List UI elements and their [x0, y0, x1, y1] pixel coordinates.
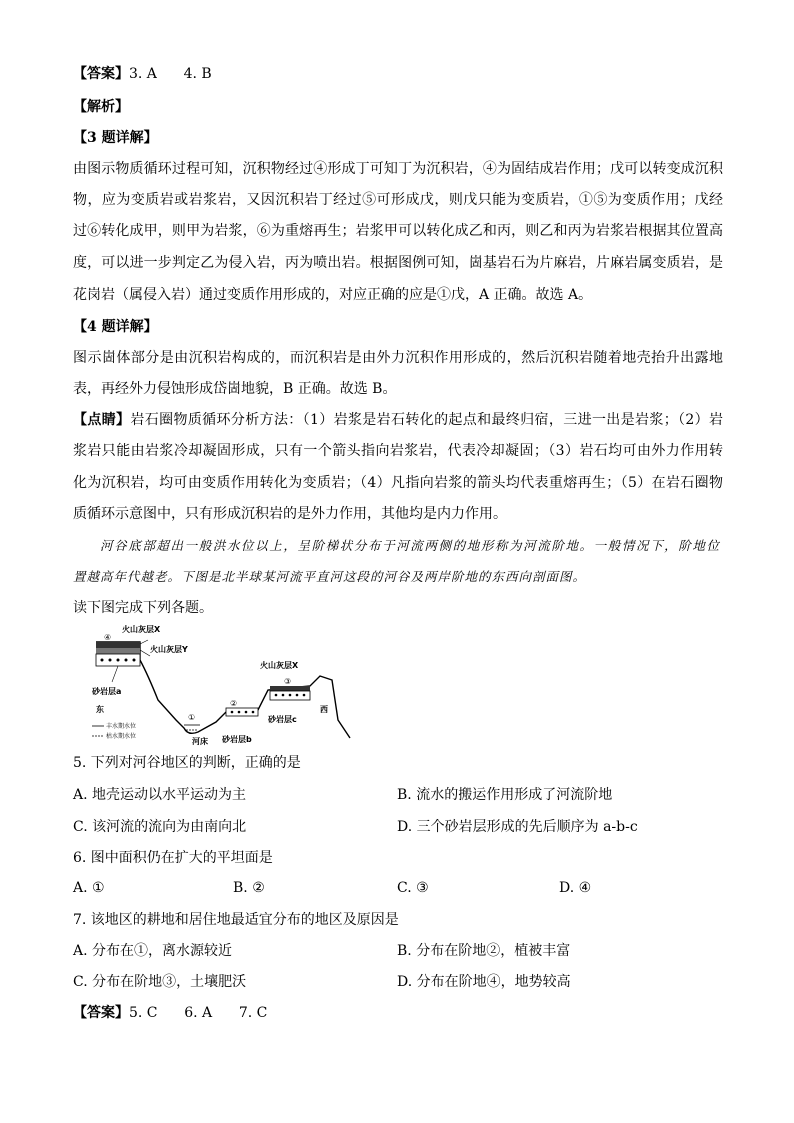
question-5-option-c: C. 该河流的流向为由南向北 [73, 819, 247, 835]
label-n2: ② [230, 699, 238, 708]
question-7-option-b: B. 分布在阶地②，植被丰富 [397, 943, 571, 959]
q3-detail-tag: 【3 题详解】 [73, 130, 158, 146]
label-legend-high: 丰水期水位 [106, 723, 137, 730]
label-sand-a: 砂岩层a [92, 687, 122, 696]
question-5-stem: 5. 下列对河谷地区的判断，正确的是 [73, 755, 301, 771]
answer-text: 5. C 6. A 7. C [129, 1005, 268, 1021]
tip-tag: 【点睛】 [73, 412, 131, 428]
question-6-option-d: D. ④ [559, 880, 592, 896]
label-n1: ① [188, 713, 196, 722]
answer-text: 3. A 4. B [129, 66, 212, 82]
q3-detail-line: 花岗岩（属侵入岩）通过变质作用形成的，对应正确的应是①戊，A 正确。故选 A。 [73, 287, 593, 303]
q3-detail-line: 物，应为变质岩或岩浆岩，又因沉积岩丁经过⑤可形成戊，则戊只能为变质岩，①⑤为变质作用；戊经 [73, 192, 723, 208]
question-5-option-a: A. 地壳运动以水平运动为主 [73, 787, 247, 803]
answer-line-5-7 [73, 1003, 267, 1023]
answer-line-3-4 [73, 64, 212, 84]
label-ash-x-right: 火山灰层X [260, 661, 299, 670]
answer-tag: 【答案】 [73, 1005, 129, 1021]
q4-detail-line: 图示崮体部分是由沉积岩构成的，而沉积岩是由外力沉积作用形成的，然后沉积岩随着地壳抬升出露地 [73, 350, 723, 366]
passage-line: 置越高年代越老。下图是北半球某河流平直河这段的河谷及两岸阶地的东西向剖面图。 [73, 569, 587, 584]
label-west: 西 [320, 705, 328, 714]
q4-detail-tag: 【4 题详解】 [73, 319, 158, 335]
label-east: 东 [96, 705, 104, 714]
question-5-option-b: B. 流水的搬运作用形成了河流阶地 [397, 787, 613, 803]
answer-tag: 【答案】 [73, 66, 129, 82]
river-terrace-profile [88, 620, 358, 750]
read-prompt: 读下图完成下列各题。 [73, 600, 213, 616]
ash-layer-y [96, 648, 140, 654]
question-5-option-d: D. 三个砂岩层形成的先后顺序为 a-b-c [397, 819, 638, 835]
q4-detail-line: 表，再经外力侵蚀形成岱崮地貌，B 正确。故选 B。 [73, 381, 397, 397]
ash-layer-x-left [96, 642, 140, 648]
question-6-option-c: C. ③ [397, 880, 429, 896]
passage-line: 河谷底部超出一般洪水位以上，呈阶梯状分布于河流两侧的地形称为河流阶地。一般情况下，阶地位 [100, 538, 720, 553]
question-7-option-c: C. 分布在阶地③，土壤肥沃 [73, 974, 247, 990]
label-n4: ④ [104, 633, 112, 642]
label-ash-y: 火山灰层Y [150, 645, 188, 654]
tip-line: 浆岩只能由岩浆冷却凝固形成，只有一个箭头指向岩浆岩，代表冷却凝固；（3）岩石均可由外力作用转 [73, 443, 723, 459]
question-6-option-b: B. ② [233, 880, 265, 896]
label-sand-c: 砂岩层c [268, 715, 297, 724]
ash-layer-x-right [270, 686, 310, 691]
q3-detail-line: 由图示物质循环过程可知，沉积物经过④形成丁可知丁为沉积岩，④为固结成岩作用；戊可以转变成沉积 [73, 161, 723, 177]
label-n3: ③ [284, 677, 292, 686]
q3-detail-line: 度，可以进一步判定乙为侵入岩，丙为喷出岩。根据图例可知，崮基岩石为片麻岩，片麻岩属变质岩，是 [73, 255, 723, 271]
label-legend-low: 枯水期水位 [106, 733, 137, 740]
q3-detail-line: 过⑥转化成甲，则甲为岩浆，⑥为重熔再生；岩浆甲可以转化成乙和丙，则乙和丙为岩浆岩根据其位置高 [73, 223, 723, 239]
label-ash-x-left: 火山灰层X [122, 625, 161, 634]
tip-line: 质循环示意图中，只有形成沉积岩的是外力作用，其他均是内力作用。 [73, 506, 507, 522]
question-7-option-d: D. 分布在阶地④，地势较高 [397, 974, 571, 990]
question-7-stem: 7. 该地区的耕地和居住地最适宜分布的地区及原因是 [73, 912, 399, 928]
analysis-tag: 【解析】 [73, 99, 129, 115]
question-6-option-a: A. ① [73, 880, 105, 896]
tip-line [73, 410, 723, 430]
label-sand-b: 砂岩层b [222, 735, 252, 744]
tip-line: 化为沉积岩，均可由变质作用转化为变质岩；（4）凡指向岩浆的箭头均代表重熔再生；（5）在岩石圈物 [73, 475, 723, 491]
question-7-option-a: A. 分布在①，离水源较近 [73, 943, 233, 959]
tip-text: 岩石圈物质循环分析方法：（1）岩浆是岩石转化的起点和最终归宿，三进一出是岩浆；（2）岩 [130, 412, 724, 428]
label-riverbed: 河床 [192, 737, 208, 746]
question-6-stem: 6. 图中面积仍在扩大的平坦面是 [73, 850, 273, 866]
